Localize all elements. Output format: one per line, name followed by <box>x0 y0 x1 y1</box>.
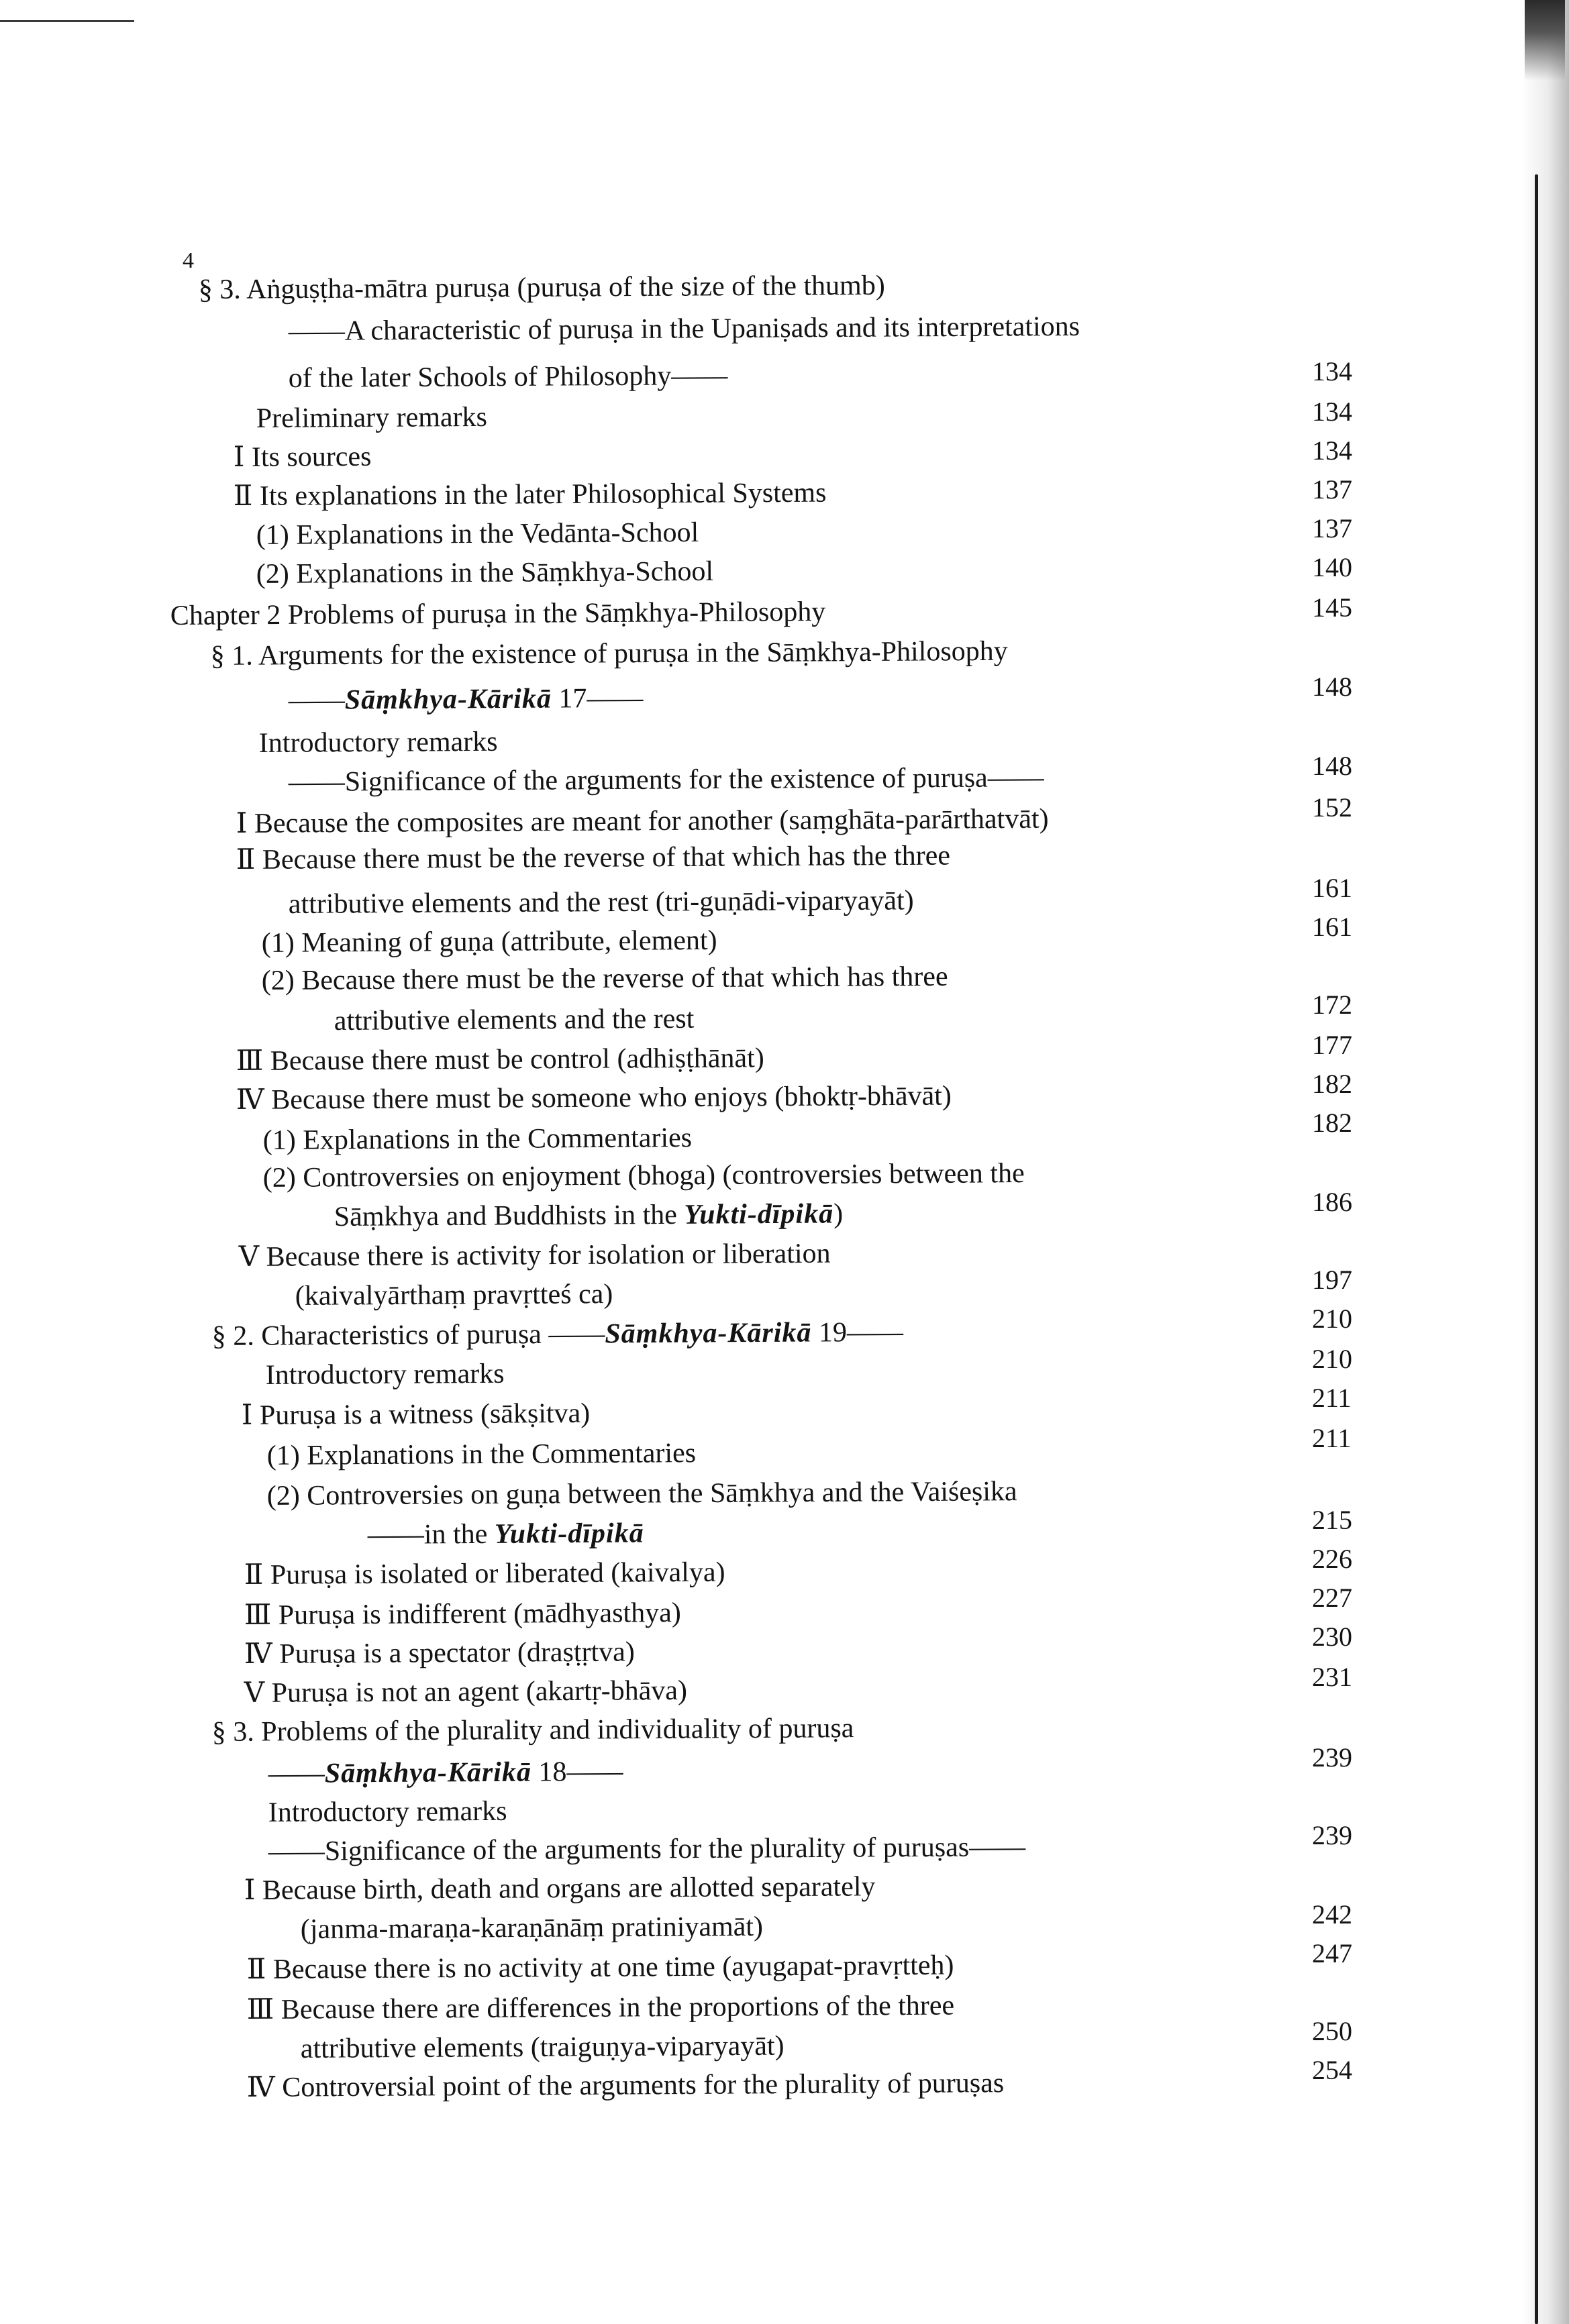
toc-entry <box>267 1437 696 1472</box>
toc-entry <box>247 1990 955 2026</box>
toc-entry-text: Ⅳ Because there must be someone who enjoys (bhoktṛ-bhāvāt) <box>236 1080 952 1116</box>
toc-entry-text: Ⅰ Its sources <box>233 441 372 473</box>
toc-page-number: 231 <box>1312 1662 1352 1692</box>
page-edge-line <box>1535 174 1538 2324</box>
toc-entry-text: Ⅱ Because there is no activity at one time (ayugapat-pravṛtteḥ) <box>246 1950 954 1985</box>
toc-entry <box>212 1316 903 1353</box>
toc-entry-text: attributive elements and the rest <box>334 1003 695 1037</box>
toc-entry-text: (1) Meaning of guṇa (attribute, element) <box>261 925 717 959</box>
toc-page-number: 172 <box>1312 990 1352 1020</box>
toc-entry-text: Chapter 2 Problems of puruṣa in the Sāṃkhya-Philosophy <box>170 596 826 631</box>
toc-page-number: 134 <box>1312 397 1352 427</box>
toc-entry <box>236 1042 764 1077</box>
toc-entry <box>242 1397 591 1432</box>
toc-page-number: 211 <box>1312 1423 1352 1453</box>
toc-entry <box>289 884 914 920</box>
toc-entry-text: Ⅱ Because there must be the reverse of that which has the three <box>236 840 951 876</box>
toc-entry <box>301 2030 784 2065</box>
toc-entry <box>334 1198 844 1233</box>
toc-page-number: 152 <box>1312 792 1352 823</box>
toc-entry <box>368 1517 644 1551</box>
toc-entry-text: (2) Controversies on guṇa between the Sāṃkhya and the Vaiśeṣika <box>266 1476 1017 1512</box>
toc-entry <box>301 1911 763 1946</box>
toc-page-number: 145 <box>1312 592 1352 623</box>
toc-entry <box>236 840 950 876</box>
toc-page-number: 182 <box>1312 1069 1352 1099</box>
toc-entry-text: —— <box>268 1758 325 1789</box>
toc-entry-text: § 3. Aṅguṣṭha-mātra puruṣa (puruṣa of the size of the thumb) <box>198 270 885 306</box>
toc-entry-text: attributive elements and the rest (tri-guṇādi-viparyayāt) <box>288 885 914 920</box>
toc-entry <box>244 1675 687 1709</box>
toc-entry-text: Ⅰ Because birth, death and organs are allotted separately <box>244 1871 876 1906</box>
toc-page-number: 230 <box>1312 1622 1352 1652</box>
toc-entry-title-italic: Yukti-dīpikā <box>494 1518 644 1550</box>
toc-entry-text: —— <box>288 684 345 716</box>
toc-entry <box>236 1079 952 1116</box>
toc-entry-text: Sāṃkhya and Buddhists in the <box>334 1199 685 1232</box>
toc-entry-text: (2) Because there must be the reverse of that which has three <box>261 961 948 996</box>
toc-page-number: 134 <box>1312 356 1352 386</box>
toc-page-number: 247 <box>1312 1938 1352 1968</box>
toc-page-number: 227 <box>1312 1583 1352 1613</box>
toc-page-number: 210 <box>1312 1304 1352 1334</box>
toc-entry <box>234 441 372 474</box>
toc-entry <box>244 1556 725 1591</box>
toc-entry <box>170 596 826 632</box>
toc-entry <box>289 682 644 717</box>
toc-entry <box>212 1712 854 1748</box>
toc-entry-text: Ⅳ Puruṣa is a spectator (draṣṭṛtva) <box>244 1636 635 1670</box>
toc-entry-text: Ⅱ Its explanations in the later Philosophical Systems <box>233 477 827 512</box>
toc-entry <box>236 803 1049 840</box>
toc-entry <box>256 517 699 551</box>
toc-entry-text: (1) Explanations in the Commentaries <box>266 1438 697 1471</box>
toc-entry <box>267 1475 1017 1512</box>
page-edge-shadow <box>1522 0 1569 2324</box>
toc-entry <box>239 1238 831 1273</box>
toc-entry-text: § 3. Problems of the plurality and individuality of puruṣa <box>211 1713 854 1748</box>
toc-entry-text: § 1. Arguments for the existence of puruṣa in the Sāṃkhya-Philosophy <box>210 635 1008 672</box>
toc-entry-text: (2) Explanations in the Sāṃkhya-School <box>256 556 714 590</box>
toc-entry-title-italic: Sāṃkhya-Kārikā <box>605 1317 812 1350</box>
toc-entry <box>199 270 885 306</box>
toc-page-number: 186 <box>1312 1187 1352 1217</box>
toc-page-number: 239 <box>1312 1820 1352 1850</box>
toc-entry <box>268 1795 507 1829</box>
toc-entry <box>268 1756 623 1790</box>
toc-entry-text: Introductory remarks <box>265 1358 505 1391</box>
toc-entry <box>334 1003 695 1037</box>
toc-page-number: 140 <box>1312 552 1352 582</box>
toc-page-number: 226 <box>1312 1544 1352 1574</box>
toc-entry-text: Ⅴ Puruṣa is not an agent (akartṛ-bhāva) <box>244 1675 688 1709</box>
toc-entry <box>262 961 948 997</box>
toc-page-number: 134 <box>1312 435 1352 466</box>
page-edge-shadow-top <box>1525 0 1565 81</box>
toc-page-number: 161 <box>1312 873 1352 903</box>
toc-entry-text: Preliminary remarks <box>256 401 488 434</box>
toc-page-number: 177 <box>1312 1030 1352 1060</box>
toc-entry <box>268 1831 1026 1868</box>
toc-page-number: 250 <box>1312 2016 1352 2046</box>
toc-entry <box>262 925 717 959</box>
toc-entry-title-italic: Sāṃkhya-Kārikā <box>324 1756 532 1789</box>
toc-page-number: 197 <box>1312 1265 1352 1295</box>
toc-entry-text: Ⅰ Puruṣa is a witness (sākṣitva) <box>241 1397 591 1431</box>
toc-entry <box>247 1950 954 1986</box>
toc-entry-text: (1) Explanations in the Vedānta-School <box>256 517 699 551</box>
toc-entry <box>256 556 713 590</box>
toc-entry <box>289 360 728 394</box>
toc-page-number: 239 <box>1312 1742 1352 1773</box>
toc-page-number: 182 <box>1312 1108 1352 1138</box>
toc-entry-text: of the later Schools of Philosophy—— <box>288 360 728 394</box>
toc-page-number: 137 <box>1312 513 1352 543</box>
toc-page-number: 148 <box>1312 751 1352 781</box>
toc-entry-text: Ⅲ Because there are differences in the proportions of the three <box>246 1990 955 2025</box>
toc-entry <box>244 1870 876 1907</box>
toc-entry-text: 18—— <box>531 1756 623 1788</box>
toc-entry-text: ——Significance of the arguments for the existence of puruṣa—— <box>288 762 1044 798</box>
toc-entry <box>289 761 1044 798</box>
page-number: 4 <box>183 248 194 273</box>
toc-entry <box>266 1358 505 1391</box>
toc-entry-text: 19—— <box>811 1316 904 1349</box>
toc-entry-text: Ⅲ Because there must be control (adhiṣṭhānāt) <box>236 1043 764 1077</box>
toc-page-number: 215 <box>1312 1505 1352 1535</box>
toc-entry-text: ——in the <box>367 1518 495 1550</box>
toc-page-number: 137 <box>1312 474 1352 505</box>
toc-entry-text: § 2. Characteristics of puruṣa —— <box>211 1318 605 1352</box>
toc-page-number: 254 <box>1312 2055 1352 2085</box>
toc-entry-text: attributive elements (traiguṇya-viparyayāt) <box>300 2030 784 2064</box>
toc-entry <box>211 635 1008 672</box>
toc-entry <box>259 726 498 759</box>
toc-page-number: 242 <box>1312 1899 1352 1930</box>
toc-entry-text: Ⅴ Because there is activity for isolation or liberation <box>238 1238 831 1273</box>
toc-entry <box>295 1278 613 1312</box>
toc-entry-title-italic: Yukti-dīpikā <box>684 1198 834 1230</box>
toc-entry-text: ) <box>833 1198 844 1230</box>
toc-entry-text: Ⅰ Because the composites are meant for another (saṃghāta-parārthatvāt) <box>236 803 1049 839</box>
toc-entry-title-italic: Sāṃkhya-Kārikā <box>344 683 552 716</box>
toc-entry-text: Ⅱ Puruṣa is isolated or liberated (kaivalya) <box>244 1556 725 1591</box>
toc-entry-text: Ⅳ Controversial point of the arguments for the plurality of puruṣas <box>246 2068 1005 2103</box>
toc-page-number: 148 <box>1312 672 1352 702</box>
toc-page-number: 161 <box>1312 912 1352 942</box>
toc-entry <box>244 1636 635 1671</box>
scan-artifact-rule <box>0 20 134 22</box>
toc-page-number: 210 <box>1312 1344 1352 1374</box>
toc-entry <box>289 311 1080 348</box>
toc-entry <box>263 1157 1025 1194</box>
toc-entry <box>256 401 487 435</box>
toc-entry <box>247 2067 1005 2104</box>
toc-entry-text: (2) Controversies on enjoyment (bhoga) (controversies between the <box>262 1158 1025 1194</box>
toc-entry-text: ——A characteristic of puruṣa in the Upaniṣads and its interpretations <box>288 311 1080 347</box>
toc-entry-text: (1) Explanations in the Commentaries <box>262 1122 693 1156</box>
toc-entry <box>234 477 827 513</box>
toc-entry <box>244 1597 681 1632</box>
toc-entry-text: Introductory remarks <box>268 1795 507 1828</box>
toc-entry <box>263 1122 692 1157</box>
toc-entry-text: ——Significance of the arguments for the plurality of puruṣas—— <box>268 1832 1026 1867</box>
toc-entry-text: Introductory remarks <box>258 726 498 759</box>
toc-entry-text: Ⅲ Puruṣa is indifferent (mādhyasthya) <box>244 1597 681 1631</box>
toc-entry-text: (janma-maraṇa-karaṇānāṃ pratiniyamāt) <box>300 1911 764 1945</box>
toc-entry-text: (kaivalyārthaṃ pravṛtteś ca) <box>295 1279 613 1312</box>
toc-page-number: 211 <box>1312 1383 1352 1413</box>
toc-entry-text: 17—— <box>551 682 644 715</box>
